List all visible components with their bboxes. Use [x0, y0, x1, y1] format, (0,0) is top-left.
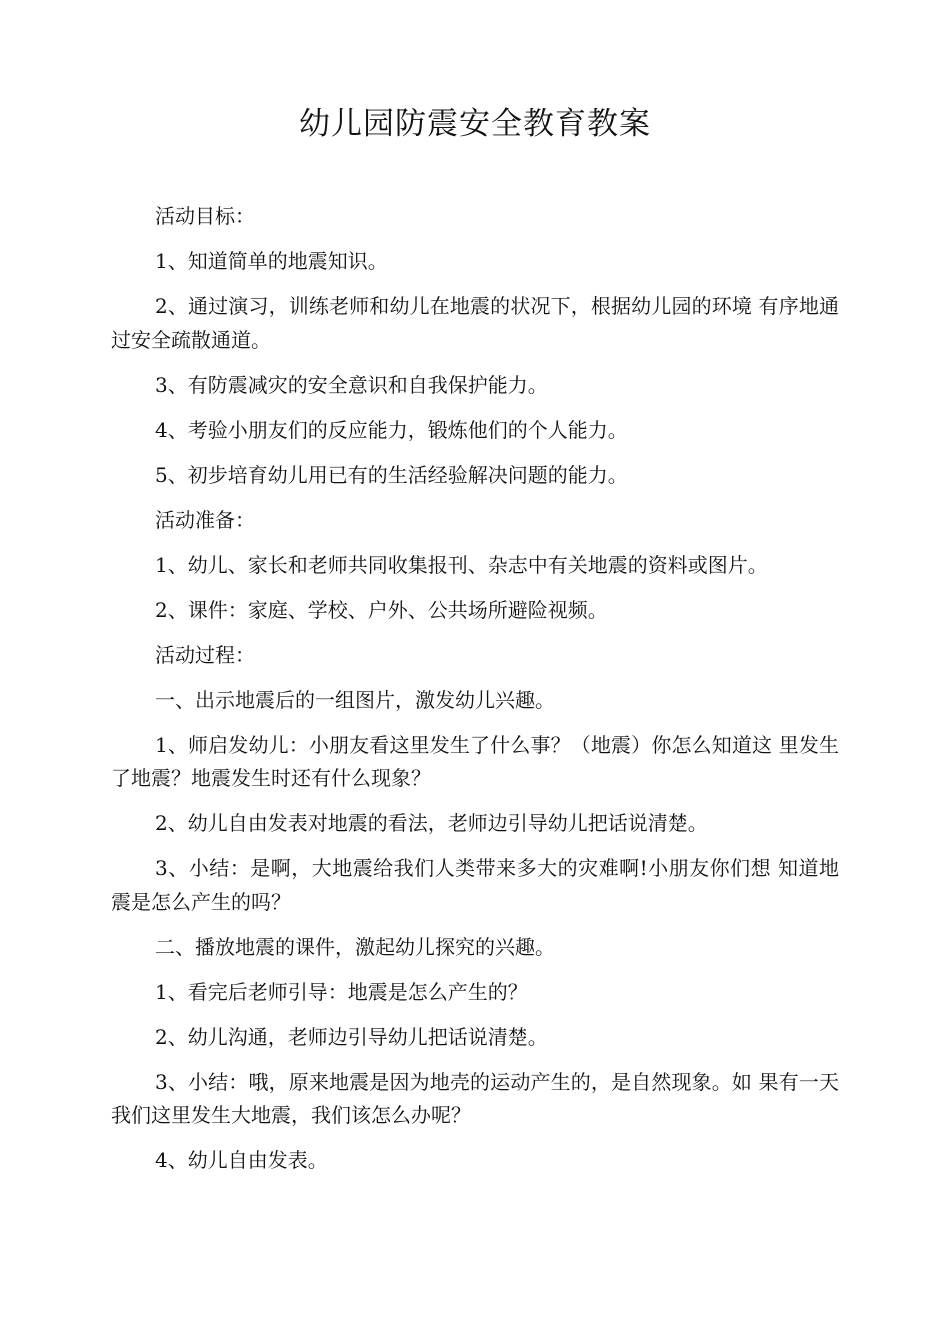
paragraph-preparation-2: 2、课件：家庭、学校、户外、公共场所避险视频。 [155, 597, 608, 622]
paragraph-section-1-step-3: 3、小结：是啊，大地震给我们人类带来多大的灾难啊!小朋友你们想 知道地震是怎么产生的吗？ [111, 856, 839, 914]
paragraph-goal-1: 1、知道简单的地震知识。 [155, 249, 388, 273]
paragraph-goals-heading: 活动目标： [155, 204, 255, 228]
document-body [111, 200, 839, 1189]
paragraph-goal-2: 2、通过演习，训练老师和幼儿在地震的状况下，根据幼儿园的环境 有序地通过安全疏散通道。 [111, 294, 839, 352]
paragraph-section-2-step-1: 1、看完后老师引导：地震是怎么产生的？ [155, 979, 528, 1004]
paragraph-section-2-step-3: 3、小结：哦，原来地震是因为地壳的运动产生的，是自然现象。如 果有一天我们这里发生大地震，我们该怎么办呢？ [111, 1069, 839, 1127]
paragraph-preparation-heading: 活动准备： [155, 507, 255, 532]
paragraph-process-heading: 活动过程： [155, 642, 255, 667]
paragraph-section-2-step-4: 4、幼儿自由发表。 [155, 1148, 328, 1172]
document-title: 幼儿园防震安全教育教案 [299, 106, 651, 142]
paragraph-goal-5: 5、初步培育幼儿用已有的生活经验解决问题的能力。 [155, 462, 628, 487]
paragraph-section-1-step-2: 2、幼儿自由发表对地震的看法，老师边引导幼儿把话说清楚。 [155, 811, 708, 835]
paragraph-section-2: 二、播放地震的课件，激起幼儿探究的兴趣。 [155, 934, 555, 959]
paragraph-goal-4: 4、考验小朋友们的反应能力，锻炼他们的个人能力。 [155, 417, 628, 442]
paragraph-preparation-1: 1、幼儿、家长和老师共同收集报刊、杂志中有关地震的资料或图片。 [155, 552, 768, 577]
paragraph-section-1-step-1: 1、师启发幼儿：小朋友看这里发生了什么事？（地震）你怎么知道这 里发生了地震？地震发生时还有什么现象？ [111, 732, 839, 790]
paragraph-section-1: 一、出示地震后的一组图片，激发幼儿兴趣。 [155, 687, 555, 712]
paragraph-goal-3: 3、有防震减灾的安全意识和自我保护能力。 [155, 372, 548, 397]
paragraph-section-2-step-2: 2、幼儿沟通，老师边引导幼儿把话说清楚。 [155, 1024, 548, 1049]
